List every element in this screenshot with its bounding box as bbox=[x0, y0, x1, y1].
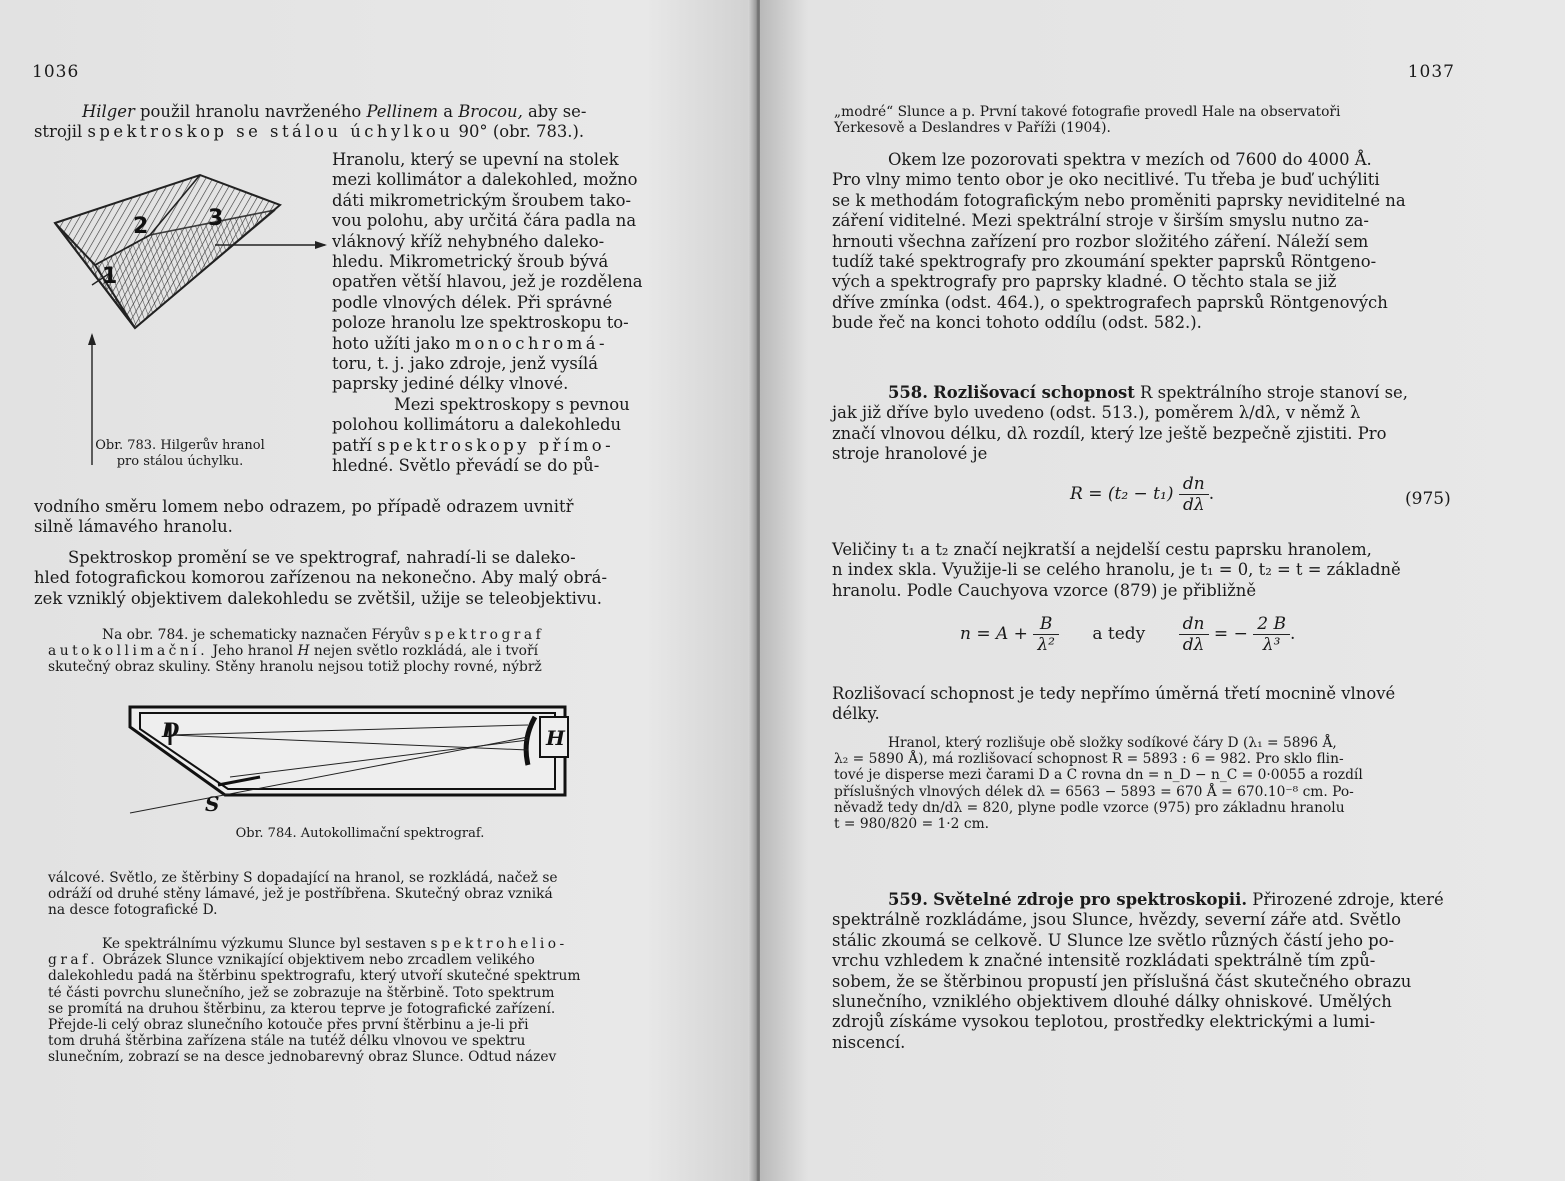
text-line: mezi kollimátor a dalekohled, možno bbox=[332, 170, 638, 190]
author-hilger: Hilger bbox=[82, 102, 135, 121]
text-line: tové je disperse mezi čarami D a C rovna dn = n_D − n_C = 0·0055 a rozdíl bbox=[834, 767, 1363, 784]
text-line: toru, t. j. jako zdroje, jenž vysílá bbox=[332, 354, 599, 374]
text-line: hrnouti všechna zařízení pro rozbor složitého záření. Náleží sem bbox=[832, 231, 1369, 251]
text-line: vodního směru lomem nebo odrazem, po případě odrazem uvnitř bbox=[34, 497, 574, 516]
text-line: Yerkesově a Deslandres v Paříži (1904). bbox=[834, 120, 1111, 137]
text-line: n index skla. Využije-li se celého hranolu, je t₁ = 0, t₂ = t = základně bbox=[832, 560, 1401, 580]
text-line: Spektroskop promění se ve spektrograf, nahradí-li se daleko- bbox=[68, 548, 576, 567]
section-number: 558. bbox=[888, 383, 928, 402]
fig784-label-d: D bbox=[162, 718, 180, 742]
small-paragraph-valcove bbox=[48, 870, 668, 919]
fig784-label-s: S bbox=[205, 792, 220, 815]
eq-den: λ³ bbox=[1262, 635, 1281, 655]
paragraph-okem bbox=[832, 150, 1454, 334]
paragraph-rozlisovaci bbox=[832, 684, 1454, 725]
paragraph-hilger bbox=[48, 102, 668, 122]
text-line: zdrojů získáme vysokou teplotou, prostředky elektrickými a lumi- bbox=[832, 1012, 1376, 1032]
text-line: hranolu. Podle Cauchyova vzorce (879) je přibližně bbox=[832, 580, 1257, 600]
eq-num: 2 B bbox=[1253, 614, 1290, 635]
text-line: se k methodám fotografickým nebo proměniti paprsky neviditelné na bbox=[832, 190, 1406, 210]
page-right bbox=[760, 0, 1565, 1181]
text-line: niscencí. bbox=[832, 1032, 906, 1052]
page-left bbox=[0, 0, 760, 1181]
text-line: příslušných vlnových délek dλ = 6563 − 5893 = 670 Å = 670.10⁻⁸ cm. Po- bbox=[834, 783, 1354, 800]
spaced-term: spektrograf bbox=[424, 627, 545, 643]
text-line: Mezi spektroskopy s pevnou bbox=[394, 394, 630, 414]
eq-fraction bbox=[1033, 614, 1059, 655]
paragraph-hilger-line2 bbox=[34, 122, 668, 142]
figure-783-hilger-prism bbox=[40, 165, 330, 465]
equation-cauchy bbox=[960, 614, 1295, 655]
text-line: hled fotografickou komorou zařízenou na nekonečno. Aby malý obrá- bbox=[34, 568, 607, 588]
page-number-right: 1037 bbox=[1407, 62, 1455, 82]
eq-lhs: n = A + bbox=[960, 624, 1028, 644]
eq-fraction bbox=[1179, 614, 1209, 655]
text-line: odráží od druhé stěny lámavé, jež je postříbřena. Skutečný obraz vzniká bbox=[48, 886, 553, 903]
text-line: Veličiny t₁ a t₂ značí nejkratší a nejdelší cestu paprsku hranolem, bbox=[832, 540, 1372, 559]
text-line bbox=[48, 627, 668, 643]
text-run: Na obr. 784. je schematicky naznačen Féryův bbox=[102, 627, 425, 643]
eq-dot: . bbox=[1208, 484, 1215, 504]
equation-975 bbox=[1070, 474, 1214, 515]
text-line: dáti mikrometrickým šroubem tako- bbox=[332, 190, 632, 210]
symbol-h: H bbox=[297, 643, 310, 660]
page-number-left: 1036 bbox=[32, 62, 80, 82]
eq-equals: = − bbox=[1213, 624, 1248, 644]
text-line: poloze hranolu lze spektroskopu to- bbox=[332, 313, 629, 333]
text-line: podle vlnových délek. Při správné bbox=[332, 292, 613, 312]
eq-num: dn bbox=[1179, 474, 1209, 495]
fig784-caption: Obr. 784. Autokollimační spektrograf. bbox=[235, 826, 485, 841]
text-line: slunečního, vzniklého objektivem dlouhé dálky ohniskové. Umělých bbox=[832, 992, 1392, 1012]
spaced-term: spektrohelio- bbox=[430, 936, 568, 952]
eq-fraction bbox=[1179, 474, 1209, 515]
text-line: slunečním, zobrazí se na desce jednobarevný obraz Slunce. Odtud název bbox=[48, 1049, 557, 1066]
section-number: 559. bbox=[888, 890, 928, 909]
text-line: zek vzniklý objektivem dalekohledu se zvětšil, užije se teleobjektivu. bbox=[34, 588, 602, 608]
text-run: Přirozené zdroje, které bbox=[1247, 890, 1444, 909]
section-559 bbox=[832, 890, 1454, 1053]
text-line: válcové. Světlo, ze štěrbiny S dopadající na hranol, se rozkládá, načež se bbox=[48, 870, 558, 886]
text-run: použil hranolu navrženého bbox=[134, 102, 367, 121]
text-line: λ₂ = 5890 Å), má rozlišovací schopnost R = 5893 : 6 = 982. Pro sklo flin- bbox=[834, 751, 1344, 768]
small-paragraph-hranol bbox=[834, 735, 1454, 832]
caption-line: Obr. 783. Hilgerův hranol bbox=[95, 438, 265, 453]
figure-784-spectrograph bbox=[110, 695, 580, 815]
eq-connector: a tedy bbox=[1092, 624, 1146, 644]
spaced-term: monochromá- bbox=[455, 333, 609, 353]
eq-dot: . bbox=[1289, 624, 1296, 644]
text-run: Obrázek Slunce vznikající objektivem nebo zrcadlem velikého bbox=[98, 952, 535, 969]
text-line: spektrálně rozkládáme, jsou Slunce, hvězdy, severní záře atd. Světlo bbox=[832, 910, 1402, 930]
text-line bbox=[48, 952, 668, 968]
text-run: nejen světlo rozkládá, ale i tvoří bbox=[309, 643, 538, 660]
text-line: opatřen větší hlavou, jež je rozdělena bbox=[332, 272, 643, 292]
text-line: dalekohledu padá na štěrbinu spektrografu, který utvoří skutečné spektrum bbox=[48, 968, 581, 985]
text-run: patří bbox=[332, 435, 372, 455]
eq-num: dn bbox=[1179, 614, 1209, 635]
text-line: Rozlišovací schopnost je tedy nepřímo úměrná třetí mocnině vlnové bbox=[832, 684, 1396, 703]
text-run: Jeho hranol bbox=[208, 643, 298, 660]
section-title: Světelné zdroje pro spektroskopii. bbox=[933, 890, 1248, 909]
text-line: vrchu vzhledem k značné intensitě rozkládati spektrálně tím způ- bbox=[832, 951, 1376, 971]
text-line: „modré“ Slunce a p. První takové fotografie provedl Hale na observatoři bbox=[834, 104, 1341, 120]
text-line: polohou kollimátoru a dalekohledu bbox=[332, 415, 622, 435]
text-line: Přejde-li celý obraz slunečního kotouče přes první štěrbinu a je-li při bbox=[48, 1017, 529, 1034]
text-line: té části povrchu slunečního, jež se zobrazuje na štěrbině. Toto spektrum bbox=[48, 984, 555, 1001]
small-paragraph-spektroheliograf bbox=[48, 936, 668, 1066]
text-run: 90° (obr. 783.). bbox=[453, 122, 585, 141]
text-line: na desce fotografické D. bbox=[48, 902, 218, 919]
equation-number: (975) bbox=[1405, 489, 1451, 509]
text-line: Hranolu, který se upevní na stolek bbox=[332, 150, 619, 169]
eq-den: dλ bbox=[1182, 635, 1205, 655]
eq-num: B bbox=[1033, 614, 1059, 635]
text-line: vláknový kříž nehybného daleko- bbox=[332, 231, 605, 251]
caption-line: pro stálou úchylku. bbox=[116, 454, 244, 469]
text-line: tudíž také spektrografy pro zkoumání spekter paprsků Röntgeno- bbox=[832, 252, 1377, 272]
wrapped-text-block bbox=[332, 150, 668, 477]
text-run: strojil bbox=[34, 122, 88, 141]
text-line: tom druhá štěrbina zařízena stále na tutéž délku vlnovou ve spektru bbox=[48, 1033, 526, 1050]
text-line: t = 980/820 = 1·2 cm. bbox=[834, 816, 990, 833]
text-line: dříve zmínka (odst. 464.), o spektrografech paprsků Röntgenových bbox=[832, 292, 1388, 312]
text-line: silně lámavého hranolu. bbox=[34, 517, 233, 537]
eq-den: λ² bbox=[1037, 635, 1055, 655]
text-line: sobem, že se štěrbinou propustí jen příslušná část skutečného obrazu bbox=[832, 971, 1412, 991]
section-558 bbox=[832, 383, 1454, 465]
spaced-term: spektroskop se stálou úchylkou bbox=[87, 122, 454, 141]
text-line: paprsky jediné délky vlnové. bbox=[332, 374, 569, 394]
text-line: stroje hranolové je bbox=[832, 444, 988, 464]
text-line: se promítá na druhou štěrbinu, za kterou teprve je fotografické zařízení. bbox=[48, 1000, 556, 1017]
text-line bbox=[332, 436, 668, 456]
text-run: hoto užíti jako bbox=[332, 333, 451, 353]
text-line: délky. bbox=[832, 704, 880, 724]
fig784-label-h: H bbox=[546, 726, 565, 750]
author-broca: Brocou, bbox=[458, 102, 523, 121]
small-paragraph-fery bbox=[48, 627, 668, 676]
text-line bbox=[48, 643, 668, 659]
text-line: vých a spektrografy pro paprsky kladné. O těchto stala se již bbox=[832, 272, 1337, 292]
paragraph-veliciny bbox=[832, 540, 1454, 601]
paragraph-continued bbox=[34, 497, 668, 538]
text-line: skutečný obraz skuliny. Stěny hranolu nejsou totiž plochy rovné, nýbrž bbox=[48, 659, 542, 676]
text-line bbox=[48, 936, 668, 952]
text-line: jak již dříve bylo uvedeno (odst. 513.), poměrem λ/dλ, v němž λ bbox=[832, 403, 1361, 423]
spaced-term: autokollimační. bbox=[48, 643, 209, 660]
text-line: hledu. Mikrometrický šroub bývá bbox=[332, 252, 609, 272]
spaced-term: graf. bbox=[48, 952, 99, 969]
section-558-heading bbox=[832, 383, 1454, 403]
text-run: aby se- bbox=[522, 102, 587, 121]
fig783-label-2: 2 bbox=[133, 214, 149, 239]
text-run: R spektrálního stroje stanoví se, bbox=[1134, 383, 1408, 402]
text-line: Pro vlny mimo tento obor je oko necitlivé. Tu třeba je buď uchýliti bbox=[832, 170, 1380, 190]
spaced-term: spektroskopy přímo- bbox=[377, 435, 615, 455]
fig783-caption bbox=[70, 438, 290, 470]
text-line: něvadž tedy dn/dλ = 820, plyne podle vzorce (975) pro základnu hranolu bbox=[834, 799, 1345, 816]
section-559-heading bbox=[832, 890, 1454, 910]
small-paragraph-hale bbox=[834, 104, 1454, 136]
eq-lhs: R = (t₂ − t₁) bbox=[1070, 484, 1174, 504]
eq-den: dλ bbox=[1182, 495, 1205, 515]
text-run: Ke spektrálnímu výzkumu Slunce byl sestaven bbox=[102, 936, 431, 952]
text-line bbox=[332, 334, 668, 354]
text-line: značí vlnovou délku, dλ rozdíl, který lze ještě bezpečně zjistiti. Pro bbox=[832, 423, 1387, 443]
text-line: bude řeč na konci tohoto oddílu (odst. 582.). bbox=[832, 313, 1202, 333]
text-line: Okem lze pozorovati spektra v mezích od 7600 do 4000 Å. bbox=[888, 150, 1372, 169]
fig783-label-1: 1 bbox=[102, 264, 118, 289]
text-line: Hranol, který rozlišuje obě složky sodíkové čáry D (λ₁ = 5896 Å, bbox=[888, 735, 1337, 751]
text-line: vou polohu, aby určitá čára padla na bbox=[332, 211, 637, 231]
author-pellin: Pellinem bbox=[366, 102, 439, 121]
eq-fraction bbox=[1253, 614, 1290, 655]
text-line: záření viditelné. Mezi spektrální stroje v širším smyslu nutno za- bbox=[832, 211, 1369, 231]
fig783-label-3: 3 bbox=[208, 206, 224, 231]
paragraph-spektrograf bbox=[34, 548, 668, 609]
text-line: stálic zkoumá se celkově. U Slunce lze světlo různých částí jeho po- bbox=[832, 930, 1395, 950]
text-line: hledné. Světlo převádí se do pů- bbox=[332, 456, 600, 476]
text-run: a bbox=[438, 102, 459, 121]
section-title: Rozlišovací schopnost bbox=[933, 383, 1135, 402]
